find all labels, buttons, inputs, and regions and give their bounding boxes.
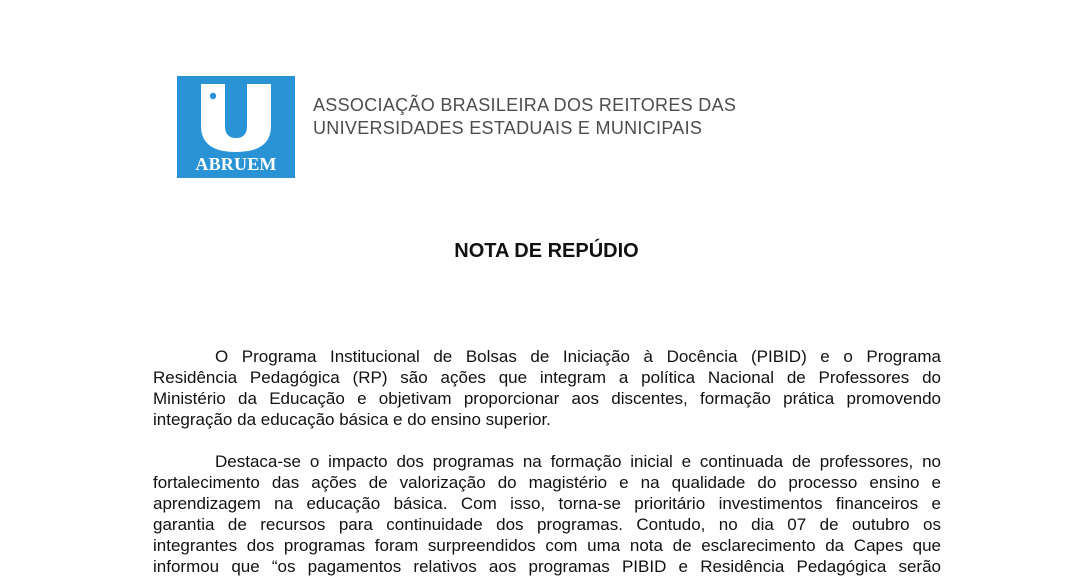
- logo-text: ABRUEM: [195, 154, 277, 174]
- abruem-logo: [177, 76, 295, 178]
- paragraph-2: [153, 451, 941, 577]
- organization-name: [313, 94, 736, 140]
- paragraph-line: integrantes dos programas foram surpreendidos com uma nota de esclarecimento da Capes que: [153, 536, 941, 555]
- org-name-line-2: UNIVERSIDADES ESTADUAIS E MUNICIPAIS: [313, 118, 703, 138]
- org-name-line-1: ASSOCIAÇÃO BRASILEIRA DOS REITORES DAS: [313, 95, 737, 115]
- paragraph-line: Residência Pedagógica (RP) são ações que integram a política Nacional de Professores do: [153, 368, 941, 387]
- paragraph-line: informou que “os pagamentos relativos aos programas PIBID e Residência Pedagógica serão: [153, 557, 941, 576]
- paragraph-line: O Programa Institucional de Bolsas de Iniciação à Docência (PIBID) e o Programa: [215, 347, 941, 366]
- paragraph-line: fortalecimento das ações de valorização do magistério e na qualidade do processo ensino e: [153, 473, 941, 492]
- paragraph-line: Destaca-se o impacto dos programas na formação inicial e continuada de professores, no: [215, 452, 941, 471]
- paragraph-line: aprendizagem na educação básica. Com isso, torna-se prioritário investimentos financeiros e: [153, 494, 941, 513]
- paragraph-line: integração da educação básica e do ensino superior.: [153, 410, 551, 429]
- document-title: NOTA DE REPÚDIO: [454, 240, 639, 262]
- paragraph-line: Ministério da Educação e objetivam proporcionar aos discentes, formação prática promovendo: [153, 389, 941, 408]
- paragraph-line: garantia de recursos para continuidade dos programas. Contudo, no dia 07 de outubro os: [153, 515, 941, 534]
- paragraph-1: [153, 346, 941, 430]
